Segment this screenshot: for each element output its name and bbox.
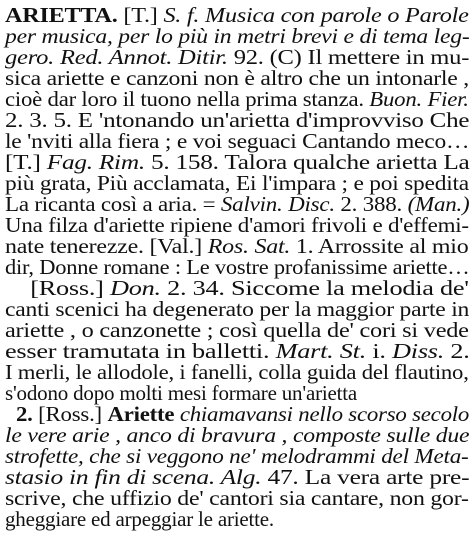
entry-text: 2. 34. Siccome la melodia de': [167, 276, 469, 300]
entry-text: La ricanta così a aria. =: [5, 192, 221, 216]
entry-italic-text: S. f. Musica con parole o Parole: [163, 3, 469, 27]
entry-text: 2. 388.: [340, 192, 408, 216]
entry-italic-text: Mart. St.: [275, 339, 373, 363]
entry-text: 2.: [450, 339, 470, 363]
entry-text: dir, Donne romane : Le vostre profanissime ariette…: [5, 255, 470, 279]
entry-italic-text: per musica, per lo più in metri brevi e di tema leg-: [5, 24, 470, 48]
entry-text: 1. Arrossite al mio: [295, 234, 469, 258]
entry-italic-text: gero. Red. Annot. Ditir.: [5, 45, 234, 69]
entry-text: 47. La vera arte pre-: [267, 465, 470, 489]
entry-text: cioè dar loro il tuono nella prima stanza.: [5, 87, 370, 111]
entry-text: s'odono dopo molti mesi formare un'arietta: [5, 381, 358, 405]
entry-text: nate tenerezze. [Val.]: [5, 234, 208, 258]
entry-text: canti scenici ha degenerato per la maggior parte in: [5, 297, 470, 321]
entry-text: gheggiare ed arpeggiar le ariette.: [5, 507, 274, 531]
entry-text: le 'nviti alla fiera ; e voi seguaci Cantando meco…: [5, 129, 470, 153]
entry-italic-text: Diss.: [392, 339, 451, 363]
entry-text: [T.]: [123, 3, 164, 27]
entry-text: Una filza d'ariette ripiene d'amori frivoli e d'effemi-: [5, 213, 469, 237]
entry-text: ariette , o canzonette ; così quella de' cori si vede: [5, 318, 469, 342]
entry-italic-text: stasio in fin di scena. Alg.: [5, 465, 268, 489]
entry-italic-text: Buon. Fier.: [369, 87, 469, 111]
entry-text: [T.]: [5, 150, 47, 174]
entry-bold-text: ARIETTA.: [5, 3, 124, 27]
entry-italic-text: Don.: [110, 276, 168, 300]
entry-bold-text: Ariette: [107, 402, 180, 426]
entry-italic-text: Ros. Sat.: [207, 234, 296, 258]
entry-text: I merli, le allodole, i fanelli, colla guida del flautino,: [5, 360, 469, 384]
entry-bold-text: 2.: [15, 402, 39, 426]
entry-text: scrive, che uffizio de' cantori sia cantare, non gor-: [5, 486, 469, 510]
entry-italic-text: strofette, che si veggono ne' melodrammi del Meta-: [5, 444, 469, 468]
entry-text: 2. 3. 5. E 'ntonando un'arietta d'improvviso Che: [5, 108, 470, 132]
entry-italic-text: (Man.): [407, 192, 470, 216]
entry-text: sica ariette e canzoni non è altro che un intonarle ,: [5, 66, 469, 90]
entry-text: [Ross.]: [38, 402, 108, 426]
entry-line: [5, 506, 274, 532]
entry-italic-text: Salvin. Disc.: [220, 192, 341, 216]
entry-italic-text: chiamavansi nello scorso secolo: [179, 402, 470, 426]
entry-italic-text: le vere arie , anco di bravura , composte sulle due: [5, 423, 470, 447]
entry-text: [Ross.]: [5, 276, 111, 300]
entry-text: 5. 158. Talora qualche arietta La: [150, 150, 470, 174]
entry-text: i.: [372, 339, 393, 363]
entry-italic-text: Fag. Rim.: [46, 150, 151, 174]
entry-text: più grata, Più acclamata, Ei l'impara ; e poi spedita: [5, 171, 469, 195]
entry-text: esser tramutata in balletti.: [5, 339, 276, 363]
entry-text: 92. (C) Il mettere in mu-: [233, 45, 470, 69]
